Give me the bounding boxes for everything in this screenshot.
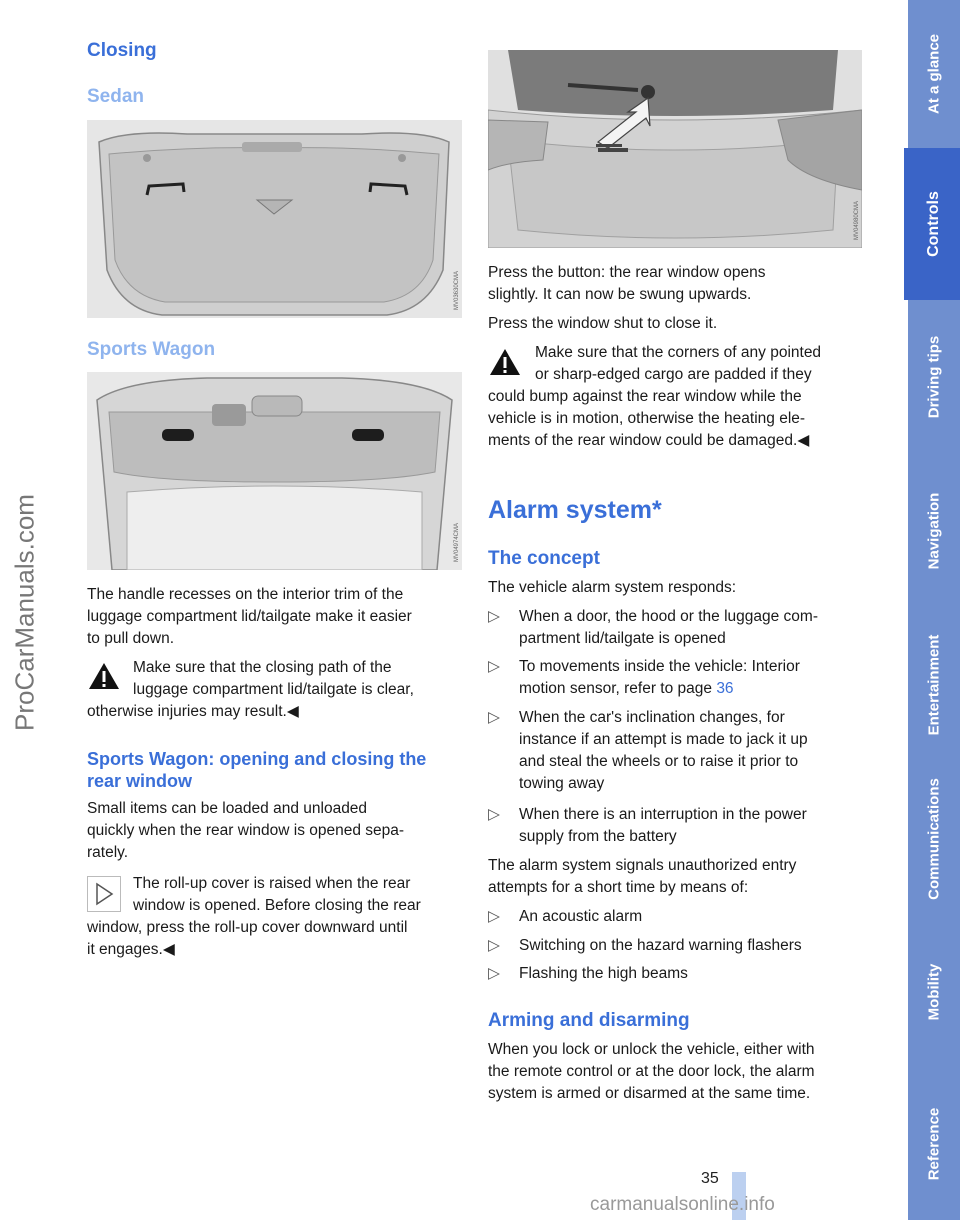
list-item bbox=[488, 804, 864, 848]
bullet-marker: ▷ bbox=[488, 965, 500, 982]
bullet-marker: ▷ bbox=[488, 908, 500, 925]
list-item bbox=[488, 906, 864, 928]
bullet-text: When the car's inclination changes, for bbox=[519, 709, 785, 726]
warning-2-line-4: vehicle is in motion, otherwise the heating ele- bbox=[488, 410, 806, 427]
bullet-text-pre: motion sensor, refer to page bbox=[519, 680, 717, 697]
tab-reference[interactable] bbox=[908, 1067, 960, 1222]
tab-at-a-glance[interactable] bbox=[908, 0, 960, 150]
bullet-text: To movements inside the vehicle: Interior bbox=[519, 658, 800, 675]
warning-2-line-5: ments of the rear window could be damaged.◀ bbox=[488, 432, 810, 449]
note-line-2: window is opened. Before closing the rear bbox=[133, 897, 421, 914]
rear-window-button-illustration bbox=[488, 50, 862, 248]
arming-line-1: When you lock or unlock the vehicle, either with bbox=[488, 1041, 815, 1058]
signals-line-1: The alarm system signals unauthorized entry bbox=[488, 857, 797, 874]
tab-label: Driving tips bbox=[925, 335, 943, 418]
concept-heading: The concept bbox=[488, 548, 600, 569]
list-item bbox=[488, 935, 864, 957]
warning-2-line-3: could bump against the rear window while the bbox=[488, 388, 802, 405]
tab-label: Mobility bbox=[925, 963, 943, 1020]
bullet-marker: ▷ bbox=[488, 806, 500, 823]
small-items-line-3: rately. bbox=[87, 844, 129, 861]
warning-triangle-icon bbox=[87, 660, 121, 692]
footer-watermark: carmanualsonline.info bbox=[590, 1194, 775, 1215]
page-number: 35 bbox=[701, 1170, 719, 1187]
tab-label: Controls bbox=[925, 191, 942, 257]
sedan-trunk-figure bbox=[87, 120, 462, 318]
list-item bbox=[488, 606, 864, 650]
note-line-3: window, press the roll-up cover downward until bbox=[87, 919, 408, 936]
warning-1-line-2: luggage compartment lid/tailgate is clear, bbox=[133, 681, 414, 698]
bullet-text: When there is an interruption in the power bbox=[519, 806, 807, 823]
wagon-figure-code: MV04974CMA bbox=[454, 522, 460, 562]
arming-line-2: the remote control or at the door lock, the alarm bbox=[488, 1063, 815, 1080]
bullet-marker: ▷ bbox=[488, 937, 500, 954]
rear-figure-code: MV04980CMA bbox=[854, 200, 860, 240]
sedan-trunk-illustration bbox=[87, 120, 462, 318]
rear-window-heading-line-1: Sports Wagon: opening and closing the bbox=[87, 749, 427, 769]
note-line-1: The roll-up cover is raised when the rear bbox=[133, 875, 411, 892]
handle-text-line-3: to pull down. bbox=[87, 630, 175, 647]
bullet-marker: ▷ bbox=[488, 608, 500, 625]
warning-1-line-1: Make sure that the closing path of the bbox=[133, 659, 392, 676]
tab-label: Communications bbox=[925, 777, 943, 900]
wagon-tailgate-illustration bbox=[87, 372, 462, 570]
tab-controls[interactable] bbox=[908, 148, 960, 302]
bullet-text: When a door, the hood or the luggage com- bbox=[519, 608, 819, 625]
bullet-marker: ▷ bbox=[488, 658, 500, 675]
tab-navigation[interactable] bbox=[908, 453, 960, 610]
tab-label: Navigation bbox=[925, 492, 943, 569]
watermark: ProCarManuals.com bbox=[9, 494, 40, 731]
warning-1-line-3: otherwise injuries may result.◀ bbox=[87, 703, 299, 720]
bullet-text: towing away bbox=[519, 775, 605, 792]
tab-label: Reference bbox=[925, 1107, 943, 1180]
small-items-line-2: quickly when the rear window is opened sepa- bbox=[87, 822, 405, 839]
warning-2-line-1: Make sure that the corners of any pointed bbox=[535, 344, 822, 361]
tab-mobility[interactable] bbox=[908, 916, 960, 1069]
sedan-figure-code: MV03630CMA bbox=[454, 270, 460, 310]
rear-window-button-figure bbox=[488, 50, 862, 248]
bullet-text: Flashing the high beams bbox=[519, 965, 688, 982]
note-arrow-icon bbox=[87, 876, 121, 912]
small-items-line-1: Small items can be loaded and unloaded bbox=[87, 800, 368, 817]
tab-label: At a glance bbox=[925, 33, 943, 115]
tab-communications[interactable] bbox=[908, 761, 960, 918]
bullet-text: partment lid/tailgate is opened bbox=[519, 630, 726, 647]
bullet-text: supply from the battery bbox=[519, 828, 677, 845]
sedan-heading: Sedan bbox=[87, 86, 145, 107]
page-36-link[interactable]: 36 bbox=[716, 680, 734, 697]
handle-text-line-1: The handle recesses on the interior trim of the bbox=[87, 586, 404, 603]
tab-label: Entertainment bbox=[925, 634, 943, 735]
bullet-text: and steal the wheels or to raise it prior to bbox=[519, 753, 799, 770]
bullet-text: Switching on the hazard warning flashers bbox=[519, 937, 802, 954]
bullet-text bbox=[519, 678, 864, 700]
list-item bbox=[488, 656, 864, 700]
concept-intro: The vehicle alarm system responds: bbox=[488, 579, 737, 596]
bullet-text: instance if an attempt is made to jack it up bbox=[519, 731, 808, 748]
active-tab-indicator bbox=[904, 148, 908, 300]
closing-heading: Closing bbox=[87, 40, 157, 61]
tab-driving-tips[interactable] bbox=[908, 300, 960, 455]
list-item bbox=[488, 963, 864, 985]
rear-window-heading-line-2: rear window bbox=[87, 771, 193, 791]
bullet-marker: ▷ bbox=[488, 709, 500, 726]
sports-wagon-heading: Sports Wagon bbox=[87, 339, 216, 360]
warning-triangle-icon bbox=[488, 346, 522, 378]
warning-2-line-2: or sharp-edged cargo are padded if they bbox=[535, 366, 812, 383]
arming-line-3: system is armed or disarmed at the same time. bbox=[488, 1085, 811, 1102]
press-text-line-2: slightly. It can now be swung upwards. bbox=[488, 286, 752, 303]
note-line-4: it engages.◀ bbox=[87, 941, 175, 958]
wagon-tailgate-figure bbox=[87, 372, 462, 570]
press-text-line-1: Press the button: the rear window opens bbox=[488, 264, 766, 281]
alarm-system-heading: Alarm system* bbox=[488, 496, 662, 524]
tab-entertainment[interactable] bbox=[908, 608, 960, 763]
bullet-text: An acoustic alarm bbox=[519, 908, 643, 925]
press-shut-text: Press the window shut to close it. bbox=[488, 315, 718, 332]
arming-heading: Arming and disarming bbox=[488, 1010, 690, 1031]
list-item bbox=[488, 707, 864, 795]
handle-text-line-2: luggage compartment lid/tailgate make it easier bbox=[87, 608, 412, 625]
signals-line-2: attempts for a short time by means of: bbox=[488, 879, 749, 896]
